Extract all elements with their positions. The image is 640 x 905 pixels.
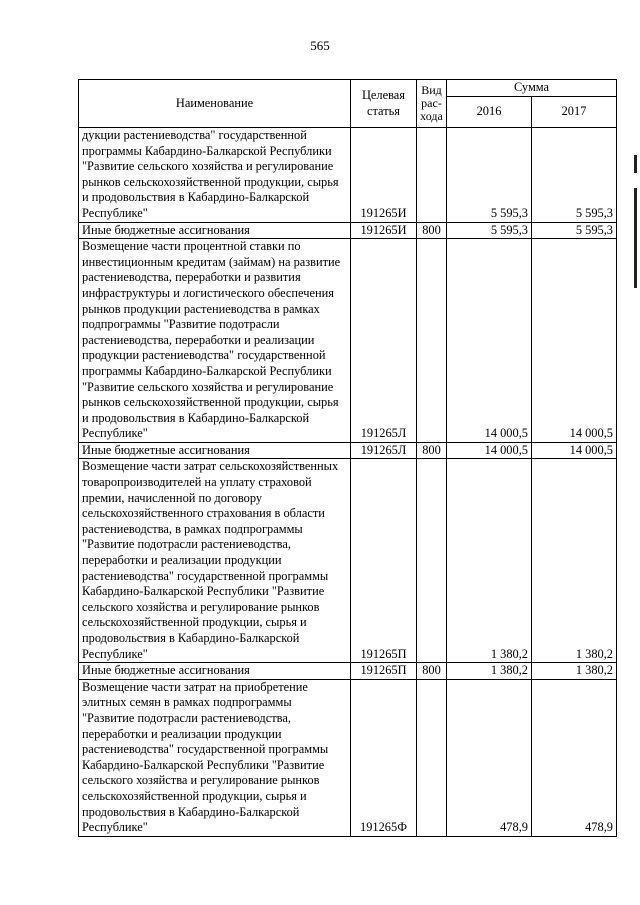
row-target-article: 191265П	[351, 459, 417, 663]
row-sum-2016: 5 595,3	[447, 128, 532, 223]
row-target-article: 191265И	[351, 128, 417, 223]
header-expense-type: Вид рас-хода	[417, 80, 447, 128]
header-sum: Сумма	[447, 80, 617, 97]
row-name: дукции растениеводства" государственной программы Кабардино-Балкарской Республики "Развитие сельского хозяйства и регулирование рынков сельскохозяйственной продукции, сырья и продовольствия в Кабардино-Балкарской Республике"	[79, 128, 351, 223]
row-expense-type	[417, 239, 447, 443]
row-expense-type	[417, 679, 447, 836]
row-expense-type: 800	[417, 222, 447, 239]
row-sum-2017: 1 380,2	[532, 663, 617, 680]
header-year-2016: 2016	[447, 97, 532, 128]
row-sum-2016: 5 595,3	[447, 222, 532, 239]
table-header	[79, 80, 617, 128]
table-row	[79, 239, 617, 443]
row-sum-2017: 478,9	[532, 679, 617, 836]
row-name: Возмещение части затрат на приобретение элитных семян в рамках подпрограммы "Развитие подотрасли растениеводства, переработки и реализации продукции растениеводства" государственной программы Кабардино-Балкарской Республики "Развитие сельского хозяйства и регулирование рынков сельскохозяйственной продукции, сырья и продовольствия в Кабардино-Балкарской Республике"	[79, 679, 351, 836]
table-row	[79, 663, 617, 680]
row-sum-2017: 14 000,5	[532, 442, 617, 459]
row-target-article: 191265Л	[351, 442, 417, 459]
table-row	[79, 679, 617, 836]
row-target-article: 191265Л	[351, 239, 417, 443]
table-row	[79, 459, 617, 663]
row-expense-type	[417, 459, 447, 663]
row-name: Иные бюджетные ассигнования	[79, 442, 351, 459]
header-name: Наименование	[79, 80, 351, 128]
header-target-article: Целевая статья	[351, 80, 417, 128]
row-target-article: 191265Ф	[351, 679, 417, 836]
row-name: Возмещение части процентной ставки по инвестиционным кредитам (займам) на развитие растениеводства, переработки и развития инфраструктуры и логистического обеспечения рынков продукции растениеводства в рамках подпрограммы "Развитие подотрасли растениеводства, переработки и реализации продукции растениеводства" государственной программы Кабардино-Балкарской Республики "Развитие сельского хозяйства и регулирование рынков сельскохозяйственной продукции, сырья и продовольствия в Кабардино-Балкарской Республике"	[79, 239, 351, 443]
row-target-article: 191265П	[351, 663, 417, 680]
row-sum-2016: 1 380,2	[447, 663, 532, 680]
row-expense-type: 800	[417, 442, 447, 459]
row-sum-2016: 1 380,2	[447, 459, 532, 663]
row-expense-type: 800	[417, 663, 447, 680]
page-number: 565	[310, 38, 330, 53]
row-name: Иные бюджетные ассигнования	[79, 663, 351, 680]
edge-mark	[634, 155, 637, 173]
row-sum-2016: 478,9	[447, 679, 532, 836]
table-body	[79, 128, 617, 837]
row-sum-2017: 14 000,5	[532, 239, 617, 443]
table-row	[79, 222, 617, 239]
row-sum-2016: 14 000,5	[447, 239, 532, 443]
row-sum-2017: 5 595,3	[532, 222, 617, 239]
row-sum-2017: 1 380,2	[532, 459, 617, 663]
table-row	[79, 442, 617, 459]
row-name: Возмещение части затрат сельскохозяйственных товаропроизводителей на уплату страховой премии, начисленной по договору сельскохозяйственного страхования в области растениеводства, в рамках подпрограммы "Развитие подотрасли растениеводства, переработки и реализации продукции растениеводства" государственной программы Кабардино-Балкарской Республики "Развитие сельского хозяйства и регулирование рынков сельскохозяйственной продукции, сырья и продовольствия в Кабардино-Балкарской Республике"	[79, 459, 351, 663]
row-expense-type	[417, 128, 447, 223]
row-target-article: 191265И	[351, 222, 417, 239]
header-year-2017: 2017	[532, 97, 617, 128]
row-name: Иные бюджетные ассигнования	[79, 222, 351, 239]
row-sum-2017: 5 595,3	[532, 128, 617, 223]
edge-mark	[634, 188, 637, 288]
table-row	[79, 128, 617, 223]
budget-table	[78, 79, 617, 837]
row-sum-2016: 14 000,5	[447, 442, 532, 459]
